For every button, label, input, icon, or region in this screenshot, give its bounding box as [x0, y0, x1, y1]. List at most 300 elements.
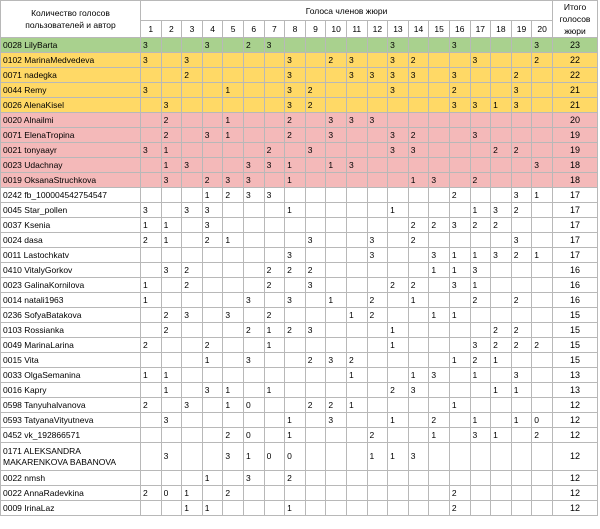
- vote-cell: [202, 323, 223, 338]
- vote-cell: 1: [141, 368, 162, 383]
- vote-cell: 3: [408, 443, 429, 471]
- vote-cell: [429, 98, 450, 113]
- vote-cell: [285, 338, 306, 353]
- table-row: [1, 428, 598, 443]
- vote-cell: [408, 501, 429, 516]
- vote-cell: [326, 471, 347, 486]
- vote-cell: [532, 308, 553, 323]
- vote-cell: [408, 323, 429, 338]
- table-row: [1, 218, 598, 233]
- vote-cell: 1: [161, 368, 182, 383]
- vote-cell: [202, 158, 223, 173]
- table-row: [1, 383, 598, 398]
- judge-number-header: 15: [429, 21, 450, 38]
- vote-cell: 1: [449, 398, 470, 413]
- vote-cell: 0: [285, 443, 306, 471]
- vote-cell: [408, 353, 429, 368]
- vote-cell: 2: [161, 113, 182, 128]
- vote-cell: [346, 203, 367, 218]
- vote-cell: [346, 98, 367, 113]
- vote-cell: [264, 128, 285, 143]
- table-row: [1, 501, 598, 516]
- vote-cell: 1: [491, 428, 512, 443]
- vote-cell: [449, 233, 470, 248]
- vote-cell: [532, 128, 553, 143]
- vote-cell: [367, 263, 388, 278]
- total-cell: 16: [553, 278, 598, 293]
- vote-cell: [449, 368, 470, 383]
- author-name-cell: 0022 AnnaRadevkina: [1, 486, 141, 501]
- vote-cell: 3: [326, 413, 347, 428]
- table-row: [1, 173, 598, 188]
- table-row: [1, 248, 598, 263]
- vote-cell: [429, 278, 450, 293]
- vote-cell: 3: [141, 83, 162, 98]
- vote-cell: [141, 443, 162, 471]
- vote-cell: [264, 368, 285, 383]
- total-cell: 17: [553, 188, 598, 203]
- vote-cell: 2: [408, 128, 429, 143]
- vote-cell: 1: [388, 203, 409, 218]
- vote-cell: [161, 248, 182, 263]
- vote-cell: [326, 203, 347, 218]
- vote-cell: 1: [429, 263, 450, 278]
- author-name-cell: 0014 natali1963: [1, 293, 141, 308]
- vote-cell: [367, 188, 388, 203]
- vote-cell: [264, 486, 285, 501]
- vote-cell: [367, 486, 388, 501]
- header-row: [1, 1, 598, 21]
- vote-cell: 1: [223, 83, 244, 98]
- vote-cell: 3: [346, 158, 367, 173]
- vote-cell: [346, 293, 367, 308]
- vote-cell: [367, 83, 388, 98]
- vote-cell: [264, 68, 285, 83]
- vote-cell: 3: [326, 113, 347, 128]
- vote-cell: [429, 471, 450, 486]
- vote-cell: [182, 323, 203, 338]
- vote-cell: [491, 501, 512, 516]
- vote-cell: [532, 278, 553, 293]
- vote-cell: [264, 98, 285, 113]
- vote-cell: [449, 53, 470, 68]
- vote-cell: [223, 53, 244, 68]
- vote-cell: 1: [470, 203, 491, 218]
- table-row: [1, 413, 598, 428]
- total-cell: 15: [553, 308, 598, 323]
- total-cell: 17: [553, 203, 598, 218]
- vote-cell: 2: [305, 398, 326, 413]
- vote-cell: [470, 113, 491, 128]
- vote-cell: 1: [346, 398, 367, 413]
- vote-cell: [305, 443, 326, 471]
- vote-cell: 2: [388, 278, 409, 293]
- vote-cell: [346, 143, 367, 158]
- vote-cell: 3: [305, 323, 326, 338]
- vote-cell: [326, 383, 347, 398]
- vote-cell: [243, 263, 264, 278]
- vote-cell: [511, 218, 532, 233]
- vote-cell: [388, 486, 409, 501]
- vote-cell: [264, 248, 285, 263]
- vote-cell: 3: [470, 338, 491, 353]
- vote-cell: 2: [470, 293, 491, 308]
- vote-cell: 3: [182, 158, 203, 173]
- vote-cell: 2: [202, 233, 223, 248]
- author-name-cell: 0071 nadegka: [1, 68, 141, 83]
- vote-cell: [429, 143, 450, 158]
- vote-cell: [141, 68, 162, 83]
- vote-cell: [532, 471, 553, 486]
- vote-cell: [470, 471, 491, 486]
- vote-cell: [305, 128, 326, 143]
- total-cell: 16: [553, 293, 598, 308]
- vote-cell: [367, 413, 388, 428]
- vote-cell: 3: [285, 53, 306, 68]
- vote-cell: [305, 486, 326, 501]
- vote-cell: 3: [223, 308, 244, 323]
- vote-cell: 1: [243, 443, 264, 471]
- vote-cell: 3: [182, 203, 203, 218]
- vote-cell: 1: [346, 308, 367, 323]
- vote-cell: [511, 173, 532, 188]
- vote-cell: [305, 293, 326, 308]
- judge-number-header: 19: [511, 21, 532, 38]
- vote-cell: [264, 83, 285, 98]
- vote-cell: [429, 398, 450, 413]
- vote-cell: [326, 38, 347, 53]
- vote-cell: 3: [243, 471, 264, 486]
- vote-cell: 1: [141, 293, 162, 308]
- vote-cell: [243, 248, 264, 263]
- vote-cell: 3: [429, 173, 450, 188]
- judge-number-header: 6: [243, 21, 264, 38]
- vote-cell: 2: [243, 323, 264, 338]
- vote-cell: [223, 248, 244, 263]
- vote-cell: [532, 383, 553, 398]
- author-name-cell: 0023 GalinaKornilova: [1, 278, 141, 293]
- vote-cell: [388, 188, 409, 203]
- vote-cell: [243, 486, 264, 501]
- vote-cell: [141, 323, 162, 338]
- vote-cell: [182, 218, 203, 233]
- vote-cell: 3: [285, 83, 306, 98]
- vote-cell: [182, 98, 203, 113]
- vote-cell: 3: [491, 248, 512, 263]
- table-row: [1, 38, 598, 53]
- vote-cell: [367, 128, 388, 143]
- vote-cell: [367, 218, 388, 233]
- vote-cell: 2: [491, 323, 512, 338]
- vote-cell: 2: [491, 143, 512, 158]
- table-row: [1, 353, 598, 368]
- vote-cell: 1: [202, 353, 223, 368]
- vote-cell: 2: [141, 398, 162, 413]
- vote-cell: 1: [388, 443, 409, 471]
- vote-cell: [470, 323, 491, 338]
- vote-cell: 2: [161, 308, 182, 323]
- table-row: [1, 83, 598, 98]
- vote-cell: 3: [346, 68, 367, 83]
- vote-cell: [346, 83, 367, 98]
- author-name-cell: 0102 MarinaMedvedeva: [1, 53, 141, 68]
- vote-cell: [305, 383, 326, 398]
- vote-cell: [470, 383, 491, 398]
- vote-cell: [491, 308, 512, 323]
- vote-cell: [470, 398, 491, 413]
- vote-cell: 1: [367, 443, 388, 471]
- vote-cell: 3: [346, 113, 367, 128]
- author-name-cell: 0023 Udachnay: [1, 158, 141, 173]
- vote-cell: 2: [511, 293, 532, 308]
- vote-cell: [202, 368, 223, 383]
- vote-cell: [388, 501, 409, 516]
- vote-cell: [408, 308, 429, 323]
- vote-cell: [264, 113, 285, 128]
- vote-cell: 3: [182, 53, 203, 68]
- vote-cell: [491, 83, 512, 98]
- vote-cell: [470, 38, 491, 53]
- vote-cell: [264, 233, 285, 248]
- vote-cell: [243, 368, 264, 383]
- vote-cell: [161, 83, 182, 98]
- vote-cell: 1: [511, 383, 532, 398]
- vote-cell: [182, 38, 203, 53]
- table-row: [1, 338, 598, 353]
- total-column-header: Итого голосов жюри: [553, 1, 598, 38]
- vote-cell: [223, 143, 244, 158]
- vote-cell: 1: [223, 383, 244, 398]
- vote-cell: [243, 338, 264, 353]
- vote-cell: [429, 83, 450, 98]
- total-cell: 22: [553, 68, 598, 83]
- vote-cell: [243, 98, 264, 113]
- vote-cell: 3: [243, 173, 264, 188]
- vote-cell: [491, 233, 512, 248]
- vote-cell: [243, 53, 264, 68]
- vote-cell: [511, 428, 532, 443]
- vote-cell: 1: [161, 233, 182, 248]
- vote-cell: 2: [408, 218, 429, 233]
- total-cell: 19: [553, 143, 598, 158]
- vote-cell: [532, 218, 553, 233]
- vote-cell: 3: [243, 353, 264, 368]
- jury-column-header: Голоса членов жюри: [141, 1, 553, 21]
- vote-cell: [141, 428, 162, 443]
- vote-cell: [326, 501, 347, 516]
- vote-cell: [470, 143, 491, 158]
- vote-cell: 3: [202, 218, 223, 233]
- vote-cell: 3: [161, 98, 182, 113]
- vote-cell: [346, 173, 367, 188]
- judge-number-header: 1: [141, 21, 162, 38]
- vote-cell: 1: [470, 368, 491, 383]
- author-name-cell: 0024 dasa: [1, 233, 141, 248]
- vote-cell: [243, 413, 264, 428]
- total-cell: 21: [553, 98, 598, 113]
- vote-cell: [449, 143, 470, 158]
- judge-number-header: 14: [408, 21, 429, 38]
- vote-cell: [346, 218, 367, 233]
- vote-cell: [202, 248, 223, 263]
- vote-cell: [470, 486, 491, 501]
- vote-cell: 1: [491, 353, 512, 368]
- vote-cell: [202, 113, 223, 128]
- vote-cell: 3: [388, 68, 409, 83]
- vote-cell: 1: [285, 158, 306, 173]
- vote-cell: 3: [243, 293, 264, 308]
- vote-cell: 3: [161, 443, 182, 471]
- vote-cell: [305, 338, 326, 353]
- vote-cell: [511, 353, 532, 368]
- vote-cell: [346, 383, 367, 398]
- vote-cell: [408, 248, 429, 263]
- vote-cell: [161, 428, 182, 443]
- vote-cell: [429, 293, 450, 308]
- vote-cell: [388, 471, 409, 486]
- vote-cell: 0: [264, 443, 285, 471]
- vote-cell: 3: [182, 398, 203, 413]
- vote-cell: [243, 203, 264, 218]
- vote-cell: [264, 353, 285, 368]
- vote-cell: [388, 218, 409, 233]
- vote-cell: [326, 308, 347, 323]
- vote-cell: 1: [202, 188, 223, 203]
- vote-cell: [182, 353, 203, 368]
- vote-cell: 1: [408, 368, 429, 383]
- table-row: [1, 368, 598, 383]
- vote-cell: 2: [285, 128, 306, 143]
- vote-cell: 2: [285, 263, 306, 278]
- vote-cell: 2: [408, 53, 429, 68]
- vote-cell: [243, 383, 264, 398]
- vote-cell: [449, 158, 470, 173]
- vote-cell: 3: [491, 203, 512, 218]
- vote-cell: [346, 486, 367, 501]
- total-cell: 12: [553, 428, 598, 443]
- judge-number-header: 16: [449, 21, 470, 38]
- table-row: [1, 143, 598, 158]
- vote-cell: 2: [285, 471, 306, 486]
- vote-cell: 3: [264, 188, 285, 203]
- vote-cell: [141, 173, 162, 188]
- vote-cell: [408, 471, 429, 486]
- vote-cell: [429, 486, 450, 501]
- vote-cell: [223, 158, 244, 173]
- vote-cell: [532, 203, 553, 218]
- vote-cell: 1: [141, 218, 162, 233]
- vote-cell: [388, 263, 409, 278]
- vote-cell: [346, 501, 367, 516]
- vote-cell: [305, 218, 326, 233]
- judge-number-header: 17: [470, 21, 491, 38]
- vote-cell: 1: [223, 113, 244, 128]
- author-name-cell: 0026 AlenaKisel: [1, 98, 141, 113]
- author-name-cell: 0015 Vita: [1, 353, 141, 368]
- vote-cell: 1: [202, 501, 223, 516]
- vote-cell: [223, 338, 244, 353]
- vote-cell: 2: [470, 353, 491, 368]
- vote-cell: [346, 471, 367, 486]
- vote-cell: [470, 501, 491, 516]
- vote-cell: [305, 113, 326, 128]
- vote-cell: [470, 443, 491, 471]
- vote-cell: 1: [285, 173, 306, 188]
- vote-cell: 3: [388, 38, 409, 53]
- vote-cell: [388, 308, 409, 323]
- vote-cell: 0: [243, 428, 264, 443]
- vote-cell: 2: [326, 398, 347, 413]
- judge-number-header: 18: [491, 21, 512, 38]
- vote-cell: [532, 143, 553, 158]
- vote-cell: 2: [285, 113, 306, 128]
- author-name-cell: 0236 SofyaBatakova: [1, 308, 141, 323]
- table-row: [1, 188, 598, 203]
- vote-cell: [532, 68, 553, 83]
- vote-cell: [141, 128, 162, 143]
- author-name-cell: 0011 Lastochkatv: [1, 248, 141, 263]
- vote-cell: [305, 428, 326, 443]
- table-row: [1, 398, 598, 413]
- vote-cell: [202, 413, 223, 428]
- vote-cell: [388, 158, 409, 173]
- table-row: [1, 128, 598, 143]
- author-name-cell: 0022 nmsh: [1, 471, 141, 486]
- vote-cell: 1: [408, 293, 429, 308]
- vote-cell: 1: [326, 158, 347, 173]
- vote-cell: [243, 501, 264, 516]
- vote-cell: 1: [202, 471, 223, 486]
- vote-cell: [285, 353, 306, 368]
- vote-cell: [182, 233, 203, 248]
- vote-cell: [141, 158, 162, 173]
- vote-cell: [532, 353, 553, 368]
- vote-cell: 1: [532, 188, 553, 203]
- vote-cell: [367, 158, 388, 173]
- vote-cell: 2: [161, 323, 182, 338]
- vote-cell: 1: [429, 428, 450, 443]
- vote-cell: [429, 501, 450, 516]
- vote-cell: [388, 398, 409, 413]
- vote-cell: 1: [264, 338, 285, 353]
- vote-cell: 3: [182, 308, 203, 323]
- vote-cell: [202, 308, 223, 323]
- vote-cell: [285, 308, 306, 323]
- vote-cell: [285, 398, 306, 413]
- vote-cell: 1: [491, 383, 512, 398]
- vote-cell: [511, 158, 532, 173]
- vote-cell: [408, 203, 429, 218]
- vote-cell: [326, 486, 347, 501]
- vote-cell: [367, 278, 388, 293]
- vote-cell: [408, 83, 429, 98]
- vote-cell: [326, 143, 347, 158]
- vote-cell: [182, 128, 203, 143]
- vote-cell: [326, 188, 347, 203]
- table-row: [1, 68, 598, 83]
- total-cell: 23: [553, 38, 598, 53]
- vote-cell: [285, 233, 306, 248]
- table-row: [1, 471, 598, 486]
- vote-cell: 3: [161, 413, 182, 428]
- vote-cell: [305, 38, 326, 53]
- total-cell: 22: [553, 53, 598, 68]
- vote-cell: 2: [511, 68, 532, 83]
- vote-cell: 1: [285, 501, 306, 516]
- vote-cell: 3: [346, 53, 367, 68]
- vote-cell: [429, 443, 450, 471]
- author-name-cell: 0452 vk_192866571: [1, 428, 141, 443]
